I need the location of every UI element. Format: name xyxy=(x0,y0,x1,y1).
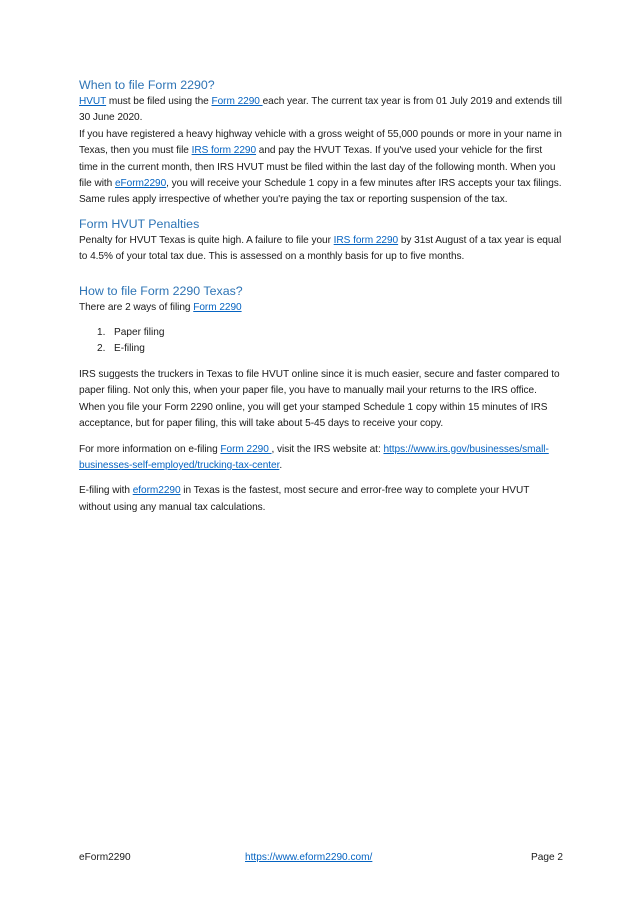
paragraph-irs-suggests: IRS suggests the truckers in Texas to file HVUT online since it is much easier, secure and faster compared to paper filing. Not only this, when your paper file, you have to manually mail your returns to the IRS office. When you file your Form 2290 online, you will get your stamped Schedule 1 copy within 15 minutes of IRS acceptance, but for paper filing, this will take about 5-45 days to receive your copy. xyxy=(79,368,560,430)
list-item: 1. Paper filing xyxy=(97,327,165,339)
link-irs-website[interactable]: https://www.irs.gov/businesses/small-businesses-self-employed/trucking-tax-center xyxy=(79,443,549,471)
link-form-2290-info[interactable]: Form 2290 xyxy=(220,443,272,455)
page-content xyxy=(79,77,563,516)
heading-when-to-file: When to file Form 2290? xyxy=(79,78,215,92)
list-item: 2. E-filing xyxy=(97,343,145,355)
paragraph-hvut-intro: HVUT must be filed using the Form 2290 each year. The current tax year is from 01 July 2019 and extends till 30 June 2020. xyxy=(79,96,562,124)
link-hvut[interactable]: HVUT xyxy=(79,96,107,107)
paragraph-more-info: For more information on e-filing Form 2290 , visit the IRS website at: https://www.irs.gov/businesses/small-businesses-self-employed/trucking-tax-center. xyxy=(79,443,549,471)
paragraph-penalties: Penalty for HVUT Texas is quite high. A failure to file your IRS form 2290 by 31st August of a tax year is equal to 4.5% of your total tax due. This is assessed on a monthly basis for up to five months. xyxy=(79,234,562,263)
filing-methods-list xyxy=(79,325,563,358)
paragraph-efiling: E-filing with eform2290 in Texas is the fastest, most secure and error-free way to complete your HVUT without using any manual tax calculations. xyxy=(79,485,530,513)
link-irs-form-2290[interactable]: IRS form 2290 xyxy=(191,145,257,157)
footer-brand: eForm2290 xyxy=(79,852,131,863)
footer-website-link[interactable]: https://www.eform2290.com/ xyxy=(245,852,373,863)
link-eform2290[interactable]: eForm2290 xyxy=(114,178,167,190)
footer-page-number: Page 2 xyxy=(531,852,563,863)
link-form-2290-ways[interactable]: Form 2290 xyxy=(193,301,242,313)
link-form-2290[interactable]: Form 2290 xyxy=(211,96,263,107)
paragraph-registration: If you have registered a heavy highway vehicle with a gross weight of 55,000 pounds or more in your name in Texas, then you must file IRS form 2290 and pay the HVUT Texas. If you've used your vehicle for the first time in the current month, then IRS HVUT must be filed within the last day of the following month. When you file with eForm2290, you will receive your Schedule 1 copy in a few minutes after IRS accepts your tax filings. Same rules apply irrespective of whether you're paying the tax or reporting suspension of the tax. xyxy=(79,128,562,206)
link-irs-form-2290-penalty[interactable]: IRS form 2290 xyxy=(333,234,399,246)
paragraph-ways-of-filing: There are 2 ways of filing Form 2290 xyxy=(79,301,242,313)
heading-penalties: Form HVUT Penalties xyxy=(79,216,200,231)
heading-how-to-file: How to file Form 2290 Texas? xyxy=(79,283,243,298)
link-eform2290-efiling[interactable]: eform2290 xyxy=(132,485,181,497)
